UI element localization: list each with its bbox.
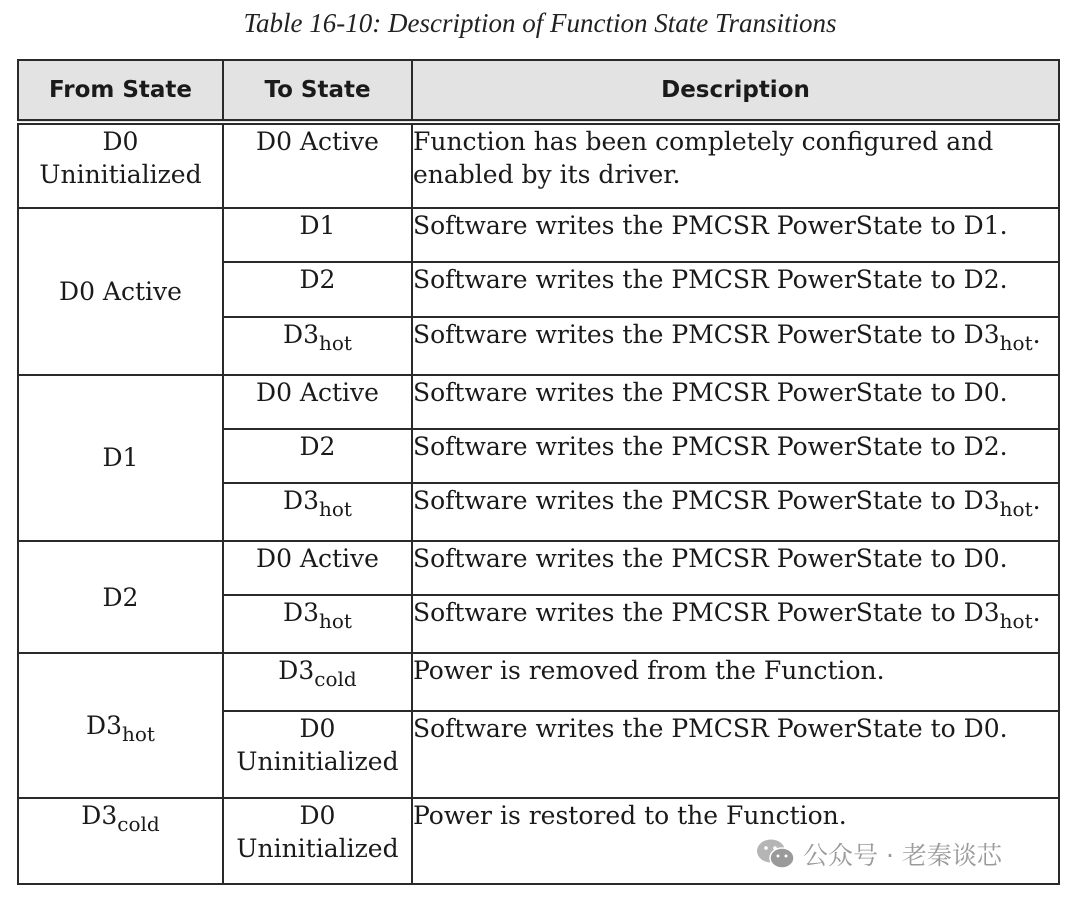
description-cell: Software writes the PMCSR PowerState to D0. (412, 375, 1059, 429)
from-state-cell: D0 Active (18, 208, 223, 374)
from-state-cell: D2 (18, 541, 223, 653)
from-state-cell: $D3_{cold}$ (18, 798, 223, 884)
description-cell: Software writes the PMCSR PowerState to $D3_{hot}$. (412, 595, 1059, 653)
description-cell: Software writes the PMCSR PowerState to D2. (412, 429, 1059, 483)
wechat-icon (755, 837, 797, 871)
to-state-cell: D0 Active (223, 122, 412, 208)
to-state-cell: $D3_{hot}$ (223, 317, 412, 375)
header-from-state: From State (18, 60, 223, 122)
to-state-cell: D0 Active (223, 541, 412, 595)
header-row (18, 60, 1059, 122)
to-state-cell: $D3_{hot}$ (223, 595, 412, 653)
to-state-cell: D2 (223, 262, 412, 316)
to-state-cell: $D3_{cold}$ (223, 653, 412, 711)
watermark (755, 836, 1002, 872)
to-state-cell: $D3_{hot}$ (223, 483, 412, 541)
description-cell: Software writes the PMCSR PowerState to $D3_{hot}$. (412, 317, 1059, 375)
to-state-cell: D2 (223, 429, 412, 483)
description-cell: Software writes the PMCSR PowerState to D1. (412, 208, 1059, 262)
table-row (18, 208, 1059, 262)
to-state-cell: D1 (223, 208, 412, 262)
from-state-cell: $D3_{hot}$ (18, 653, 223, 797)
from-state-cell: D0 Uninitialized (18, 122, 223, 208)
table-row (18, 375, 1059, 429)
description-cell: Function has been completely configured and enabled by its driver. (412, 122, 1059, 208)
to-state-cell: D0 Uninitialized (223, 711, 412, 797)
description-cell: Software writes the PMCSR PowerState to D0. (412, 711, 1059, 797)
header-description: Description (412, 60, 1059, 122)
description-cell: Software writes the PMCSR PowerState to $D3_{hot}$. (412, 483, 1059, 541)
description-cell: Power is restored to the Function. (412, 798, 1059, 884)
watermark-text: 公众号 · 老秦谈芯 (803, 841, 1002, 870)
table-row (18, 122, 1059, 208)
table-row (18, 653, 1059, 711)
description-cell: Power is removed from the Function. (412, 653, 1059, 711)
description-cell: Software writes the PMCSR PowerState to D0. (412, 541, 1059, 595)
state-transition-table (17, 59, 1060, 885)
to-state-cell: D0 Uninitialized (223, 798, 412, 884)
to-state-cell: D0 Active (223, 375, 412, 429)
header-to-state: To State (223, 60, 412, 122)
table-row (18, 541, 1059, 595)
description-cell: Software writes the PMCSR PowerState to D2. (412, 262, 1059, 316)
table-caption: Table 16-10: Description of Function State Transitions (243, 8, 837, 38)
from-state-cell: D1 (18, 375, 223, 541)
